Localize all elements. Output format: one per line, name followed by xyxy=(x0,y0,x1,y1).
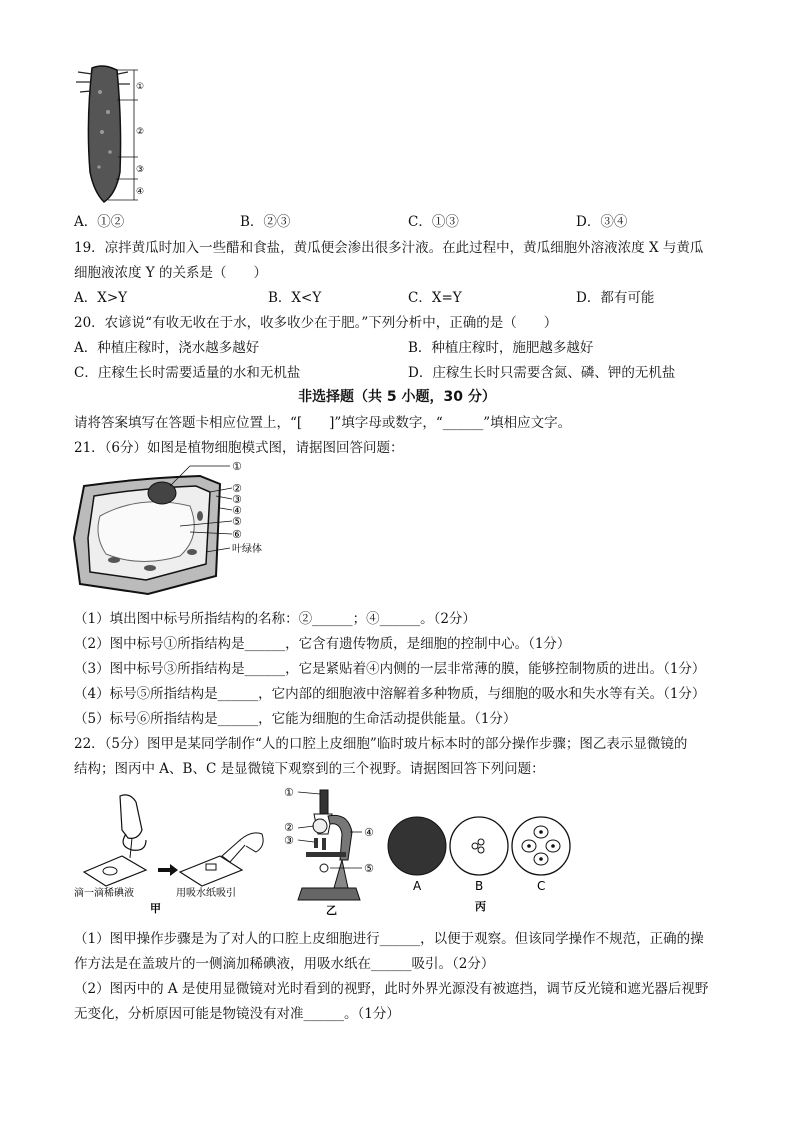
view-label-b: B xyxy=(475,879,484,893)
q20-stem: 20．农谚说“有收无收在于水，收多收少在于肥。”下列分析中，正确的是（ ） xyxy=(74,315,558,331)
view-b xyxy=(450,817,508,875)
q18-option-d[interactable]: D．③④ xyxy=(576,214,628,230)
plant-cell-figure xyxy=(70,456,290,598)
q19-option-b[interactable]: B．X<Y xyxy=(268,290,322,306)
q22-sub2-line1: （2）图丙中的 A 是使用显微镜对光时看到的视野，此时外界光源没有被遮挡，调节反光镜和遮光器后视野 xyxy=(74,981,709,997)
q21-sub1: （1）填出图中标号所指结构的名称：②______；④______。（2分） xyxy=(74,611,476,627)
q21-sub3: （3）图中标号③所指结构是______，它是紧贴着④内侧的一层非常薄的膜，能够控制物质的进出。（1分） xyxy=(74,661,706,677)
q18-option-a[interactable]: A．①② xyxy=(74,214,125,230)
cell-label-5: ⑤ xyxy=(232,515,242,528)
q22-stem-line1: 22．（5分）图甲是某同学制作“人的口腔上皮细胞”临时玻片标本时的部分操作步骤；图乙表示显微镜的 xyxy=(74,736,688,752)
root-label-3: ③ xyxy=(136,165,145,175)
q18-option-c[interactable]: C．①③ xyxy=(408,214,459,230)
cell-label-1: ① xyxy=(232,460,242,473)
q20-option-d[interactable]: D．庄稼生长时只需要含氮、磷、钾的无机盐 xyxy=(408,365,676,381)
q22-sub1-line1: （1）图甲操作步骤是为了对人的口腔上皮细胞进行______，以便于观察。但该同学操作不规范，正确的操 xyxy=(74,931,704,947)
view-label-a: A xyxy=(413,879,422,893)
q20-option-c[interactable]: C．庄稼生长时需要适量的水和无机盐 xyxy=(74,365,301,381)
root-tip-figure xyxy=(72,62,162,204)
cell-label-6: ⑥ xyxy=(232,528,242,541)
root-label-2: ② xyxy=(136,127,145,137)
q19-option-a[interactable]: A．X>Y xyxy=(74,290,128,306)
scope-label-4: ④ xyxy=(364,826,374,839)
microscope-figure xyxy=(278,782,390,916)
yi-label: 乙 xyxy=(326,904,337,916)
q18-option-b[interactable]: B．②③ xyxy=(240,214,291,230)
q20-option-b[interactable]: B．种植庄稼时，施肥越多越好 xyxy=(408,340,594,356)
section-title: 非选择题（共 5 小题，30 分） xyxy=(298,389,496,405)
root-label-4: ④ xyxy=(136,187,145,197)
q21-stem: 21．（6分）如图是植物细胞模式图，请据图回答问题： xyxy=(74,440,404,456)
scope-label-1: ① xyxy=(284,786,294,799)
section-instruction: 请将答案填写在答题卡相应位置上，“[ ]”填字母或数字，“______”填相应文字。 xyxy=(74,415,572,431)
scope-label-2: ② xyxy=(284,821,294,834)
bing-label: 丙 xyxy=(475,900,486,913)
view-a xyxy=(388,817,446,875)
chloroplast-label: 叶绿体 xyxy=(232,544,262,555)
root-label-1: ① xyxy=(136,82,145,92)
q22-sub1-line2: 作方法是在盖玻片的一侧滴加稀碘液，用吸水纸在______吸引。（2分） xyxy=(74,956,495,972)
q19-option-d[interactable]: D．都有可能 xyxy=(576,290,655,306)
q19-option-c[interactable]: C．X=Y xyxy=(408,290,462,306)
cell-label-3: ③ xyxy=(232,493,242,506)
q19-stem-line2: 细胞液浓度 Y 的关系是（ ） xyxy=(74,265,267,281)
cell-label-2: ② xyxy=(232,482,242,495)
cell-label-4: ④ xyxy=(232,504,242,517)
scope-label-5: ⑤ xyxy=(364,862,374,875)
view-label-c: C xyxy=(537,879,546,893)
q22-sub2-line2: 无变化，分析原因可能是物镜没有对准______。（1分） xyxy=(74,1006,400,1022)
q21-sub4: （4）标号⑤所指结构是______，它内部的细胞液中溶解着多种物质，与细胞的吸水和失水等有关。（1分） xyxy=(74,686,706,702)
scope-label-3: ③ xyxy=(284,834,294,847)
jia-caption-2: 用吸水纸吸引 xyxy=(176,888,236,899)
jia-caption-1: 滴一滴稀碘液 xyxy=(74,888,134,899)
microscope-views-figure xyxy=(385,812,575,916)
q22-stem-line2: 结构；图丙中 A、B、C 是显微镜下观察到的三个视野。请据图回答下列问题： xyxy=(74,761,545,777)
q19-stem-line1: 19．凉拌黄瓜时加入一些醋和食盐，黄瓜便会渗出很多汁液。在此过程中，黄瓜细胞外溶液浓度 X 与黄瓜 xyxy=(74,240,704,256)
figure-jia xyxy=(70,790,270,916)
q21-sub5: （5）标号⑥所指结构是______，它能为细胞的生命活动提供能量。（1分） xyxy=(74,711,517,727)
jia-label: 甲 xyxy=(150,902,161,915)
q20-option-a[interactable]: A．种植庄稼时，浇水越多越好 xyxy=(74,340,260,356)
q21-sub2: （2）图中标号①所指结构是______，它含有遗传物质，是细胞的控制中心。（1分） xyxy=(74,636,571,652)
